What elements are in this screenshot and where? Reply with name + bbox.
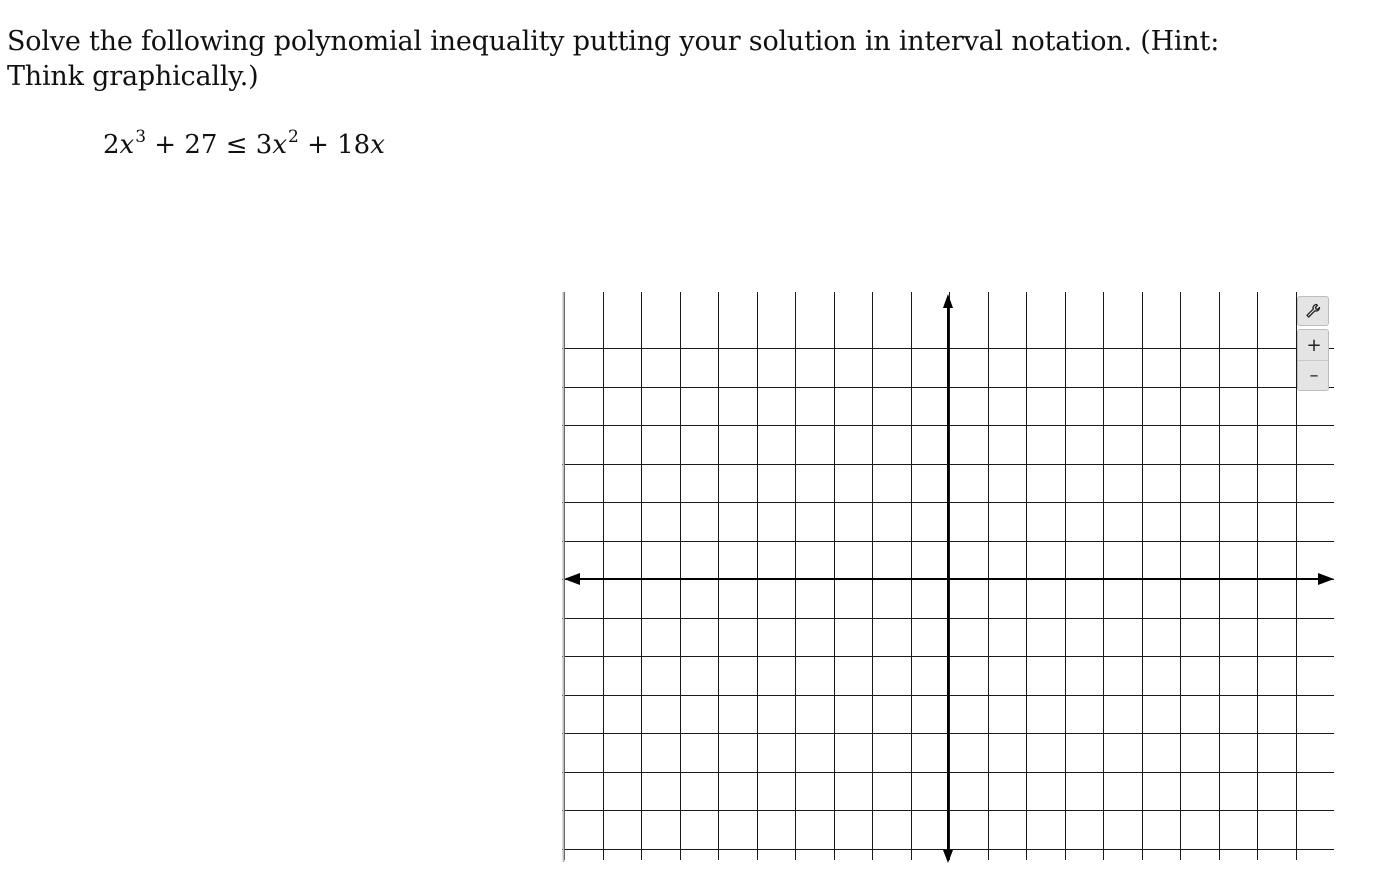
rhs-coefficient: 3 [255, 130, 273, 160]
axes [564, 294, 1334, 863]
wrench-icon[interactable] [1297, 296, 1329, 326]
rhs-variable-2: x [370, 130, 385, 160]
y-axis-arrow-up [943, 294, 953, 308]
coordinate-grid[interactable] [562, 292, 1336, 864]
y-axis-arrow-down [943, 850, 953, 863]
zoom-out-button[interactable]: – [1298, 360, 1329, 390]
lhs-coefficient: 2 [103, 130, 120, 160]
lhs-variable: x [119, 130, 135, 160]
graphing-widget[interactable] [562, 292, 1336, 864]
lhs-exponent: 3 [135, 127, 147, 147]
equation-middle: + 27 ≤ [146, 130, 256, 160]
x-axis-arrow-left [564, 573, 580, 585]
x-axis-arrow-right [1318, 573, 1334, 585]
zoom-in-button[interactable]: + [1298, 330, 1329, 360]
zoom-controls [1297, 329, 1329, 391]
rhs-variable: x [272, 130, 287, 160]
question-text: Solve the following polynomial inequality putting your solution in interval notation. (Hint: Think graphically.) [7, 26, 1220, 92]
equation-tail: + 18 [298, 130, 371, 160]
graph-toolbar [1297, 296, 1329, 391]
rhs-exponent: 2 [287, 127, 299, 147]
inequality-equation [103, 127, 385, 166]
